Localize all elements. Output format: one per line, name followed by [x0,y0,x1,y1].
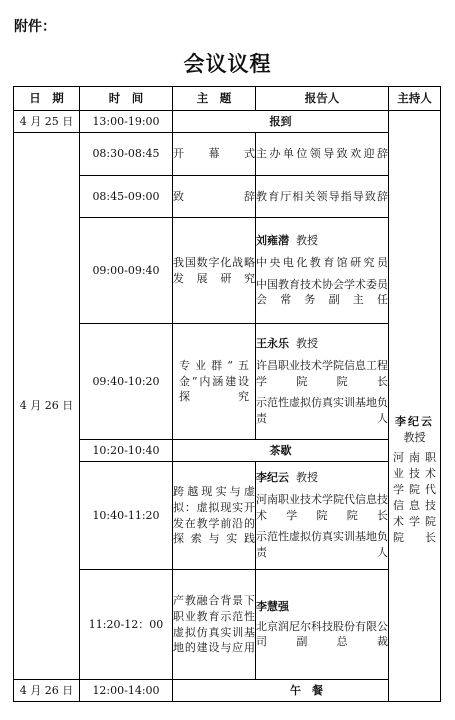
speaker-affiliation: 示范性虚拟仿真实训基地负责人 [256,530,388,560]
table-row [14,680,441,702]
table-header-row [14,87,441,111]
lunch-label: 午 餐 [173,680,441,702]
attachment-label: 附件： [14,19,56,35]
time-cell: 09:00-09:40 [80,218,173,324]
host-affiliation: 河南职业技术学院代信息技术学院院长 [393,451,436,544]
speaker-cell [256,570,389,680]
speaker-cell [256,324,389,440]
header-topic: 主 题 [173,87,256,111]
header-speaker: 报告人 [256,87,389,111]
header-date: 日 期 [14,87,80,111]
speaker-affiliation: 许昌职业技术学院信息工程学院院长 [256,358,388,388]
date-cell: 4 月 25 日 [14,111,80,133]
time-cell: 10:20-10:40 [80,440,173,462]
speaker-name: 李慧强 [256,599,289,613]
time-cell: 11:20-12：00 [80,570,173,680]
speaker-name: 李纪云 [256,470,289,484]
topic-cell: 开 幕 式 [173,133,256,176]
page-title: 会议议程 [183,52,272,76]
speaker-cell [256,218,389,324]
header-host: 主持人 [389,87,441,111]
time-cell: 09:40-10:20 [80,324,173,440]
topic-cell: 产教融合背景下职业教育示范性虚拟仿真实训基地的建设与应用 [173,570,256,680]
speaker-affiliation: 中央电化教育馆研究员 [256,255,388,269]
time-cell: 08:30-08:45 [80,133,173,176]
speaker-name: 王永乐 [256,336,289,350]
topic-cell: 我国数字化战略发展研究 [173,218,256,324]
topic-cell: 跨越现实与虚拟：虚拟现实开发在教学前沿的探索与实践 [173,462,256,570]
speaker-title: 教授 [296,233,318,247]
speaker-cell [256,462,389,570]
speaker-affiliation: 北京润尼尔科技股份有限公司副总裁 [256,619,388,649]
host-cell [389,111,441,702]
speaker-cell: 教育厅相关领导指导致辞 [256,176,389,218]
table-row [14,111,441,133]
date-cell: 4 月 26 日 [14,680,80,702]
speaker-affiliation: 中国教育技术协会学术委员会常务副主任 [256,277,388,307]
speaker-cell: 主办单位领导致欢迎辞 [256,133,389,176]
table-row [14,133,441,176]
speaker-name: 刘雍潜 [256,233,289,247]
speaker-affiliation: 示范性虚拟仿真实训基地负责人 [256,396,388,426]
time-cell: 08:45-09:00 [80,176,173,218]
agenda-table [13,86,441,702]
checkin-label: 报到 [173,111,389,133]
header-time: 时 间 [80,87,173,111]
time-cell: 10:40-11:20 [80,462,173,570]
topic-cell: 专业群“五金”内涵建设探究 [173,324,256,440]
host-name: 李纪云 [395,415,434,429]
host-role: 教授 [403,431,426,445]
speaker-title: 教授 [296,470,318,484]
time-cell: 12:00-14:00 [80,680,173,702]
speaker-title: 教授 [296,336,318,350]
time-cell: 13:00-19:00 [80,111,173,133]
speaker-affiliation: 河南职业技术学院代信息技术学院院长 [256,492,388,522]
date-cell: 4 月 26 日 [14,133,80,680]
topic-cell: 致 辞 [173,176,256,218]
tea-break-label: 茶歇 [173,440,389,462]
